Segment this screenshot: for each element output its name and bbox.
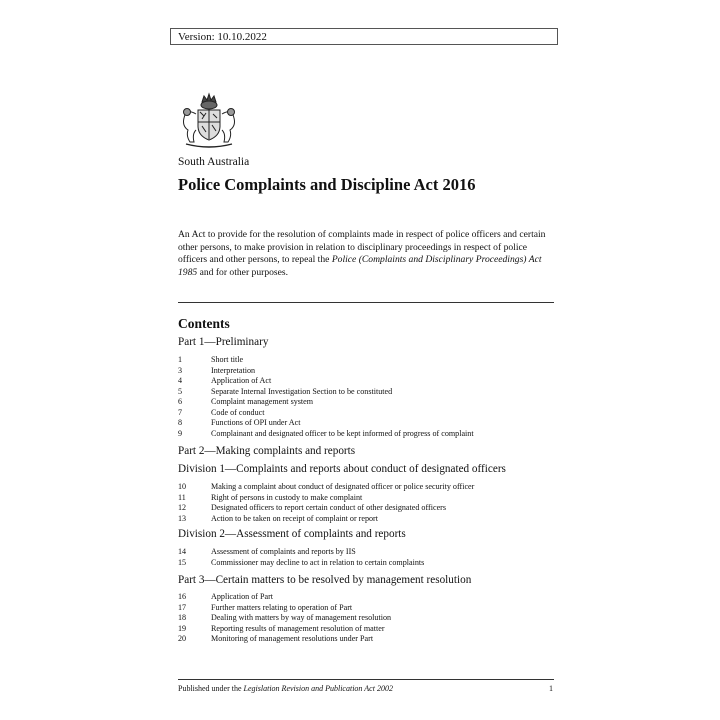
toc-entry[interactable] bbox=[178, 408, 558, 419]
toc-entry[interactable] bbox=[178, 397, 558, 408]
section-number: 17 bbox=[178, 602, 187, 612]
section-title: Code of conduct bbox=[211, 407, 265, 417]
contents-heading: Contents bbox=[178, 316, 230, 331]
toc-entry[interactable] bbox=[178, 355, 558, 366]
section-number: 20 bbox=[178, 634, 187, 643]
section-number: 4 bbox=[178, 376, 183, 385]
divider bbox=[178, 302, 554, 303]
section-number: 13 bbox=[178, 513, 187, 523]
section-number: 7 bbox=[178, 407, 183, 417]
section-title: Designated officers to report certain conduct of other designated officers bbox=[211, 503, 447, 512]
footer-prefix: Published under the bbox=[178, 684, 244, 693]
section-title: Application of Part bbox=[211, 592, 274, 601]
toc-entry[interactable] bbox=[178, 547, 558, 558]
toc-entry[interactable] bbox=[178, 482, 558, 493]
section-title: Dealing with matters by way of management resolution bbox=[211, 613, 392, 622]
toc-entry[interactable] bbox=[178, 634, 558, 645]
section-number: 18 bbox=[178, 613, 187, 622]
toc-entry[interactable] bbox=[178, 624, 558, 635]
section-title: Commissioner may decline to act in relation to certain complaints bbox=[211, 557, 425, 567]
section-title: Monitoring of management resolutions under Part bbox=[211, 634, 374, 643]
long-title-text-end: and for other purposes. bbox=[197, 266, 289, 278]
version-label: Version: 10.10.2022 bbox=[170, 28, 558, 45]
coat-of-arms-icon bbox=[178, 92, 240, 148]
toc-entry[interactable] bbox=[178, 592, 558, 603]
section-title: Right of persons in custody to make complaint bbox=[211, 492, 363, 502]
long-title-text: An Act to provide for the resolution of complaints made in respect of police officers and certain other persons, to make provision in relation to disciplinary proceedings in respect of police officers and other persons, to repeal the bbox=[178, 229, 546, 266]
section-number: 19 bbox=[178, 623, 187, 633]
toc-entry[interactable] bbox=[178, 387, 558, 398]
toc-entry[interactable] bbox=[178, 418, 558, 429]
toc-entry[interactable] bbox=[178, 558, 558, 569]
long-title bbox=[178, 229, 554, 279]
section-number: 11 bbox=[178, 492, 186, 502]
toc-entry[interactable] bbox=[178, 429, 558, 440]
toc-entry[interactable] bbox=[178, 366, 558, 377]
section-title: Further matters relating to operation of Part bbox=[211, 602, 353, 612]
section-number: 12 bbox=[178, 503, 187, 512]
section-number: 10 bbox=[178, 482, 187, 491]
toc-entry[interactable] bbox=[178, 603, 558, 614]
footer-publication-note bbox=[178, 684, 393, 693]
section-number: 16 bbox=[178, 592, 187, 601]
section-title: Complaint management system bbox=[211, 397, 314, 406]
section-title: Making a complaint about conduct of designated officer or police security officer bbox=[211, 482, 475, 491]
section-number: 5 bbox=[178, 386, 183, 396]
section-title: Action to be taken on receipt of complaint or report bbox=[211, 513, 378, 523]
toc-division-heading[interactable]: Division 1—Complaints and reports about conduct of designated officers bbox=[178, 463, 506, 475]
toc-entry[interactable] bbox=[178, 376, 558, 387]
table-of-contents bbox=[178, 336, 558, 645]
section-number: 9 bbox=[178, 428, 183, 438]
section-title: Short title bbox=[211, 355, 244, 364]
toc-entry[interactable] bbox=[178, 613, 558, 624]
section-title: Reporting results of management resolution of matter bbox=[211, 623, 385, 633]
section-number: 15 bbox=[178, 557, 187, 567]
jurisdiction-label: South Australia bbox=[178, 156, 250, 168]
toc-part-heading[interactable]: Part 1—Preliminary bbox=[178, 336, 269, 348]
toc-entry[interactable] bbox=[178, 514, 558, 525]
section-title: Complainant and designated officer to be kept informed of progress of complaint bbox=[211, 428, 474, 438]
toc-entry[interactable] bbox=[178, 493, 558, 504]
section-title: Functions of OPI under Act bbox=[211, 418, 301, 427]
page-number: 1 bbox=[549, 684, 553, 693]
section-number: 1 bbox=[178, 355, 183, 364]
section-number: 3 bbox=[178, 365, 183, 375]
section-title: Separate Internal Investigation Section to be constituted bbox=[211, 386, 393, 396]
footer-act-name: Legislation Revision and Publication Act 2002 bbox=[243, 684, 393, 693]
section-title: Interpretation bbox=[211, 365, 256, 375]
act-title: Police Complaints and Discipline Act 2016 bbox=[178, 175, 476, 194]
section-number: 8 bbox=[178, 418, 183, 427]
long-title-repealed-act: Police (Complaints and Disciplinary Proceedings) Act 1985 bbox=[178, 254, 542, 278]
section-title: Assessment of complaints and reports by IIS bbox=[211, 547, 356, 556]
toc-entry[interactable] bbox=[178, 503, 558, 514]
section-title: Application of Act bbox=[211, 376, 272, 385]
toc-part-heading[interactable]: Part 2—Making complaints and reports bbox=[178, 445, 356, 457]
footer-divider bbox=[178, 679, 554, 680]
toc-part-heading[interactable]: Part 3—Certain matters to be resolved by management resolution bbox=[178, 574, 472, 586]
section-number: 6 bbox=[178, 397, 183, 406]
section-number: 14 bbox=[178, 547, 187, 556]
toc-division-heading[interactable]: Division 2—Assessment of complaints and reports bbox=[178, 528, 406, 540]
